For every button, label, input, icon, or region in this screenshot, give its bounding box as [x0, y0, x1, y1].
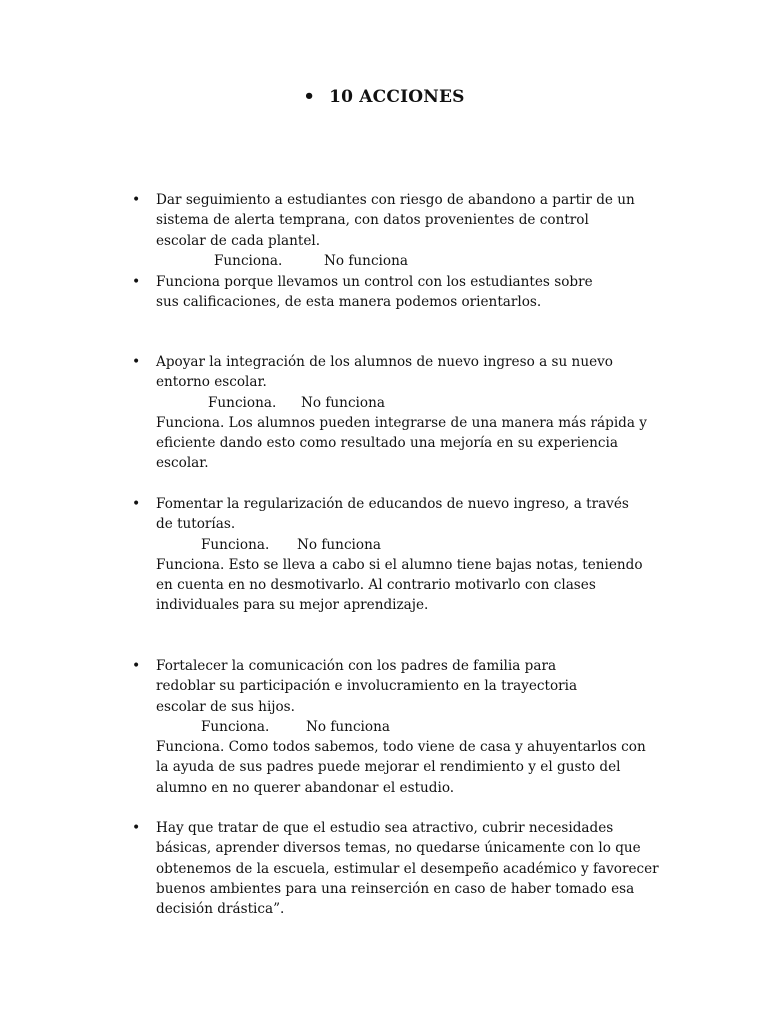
options-row: [156, 717, 676, 737]
item-text: Hay que tratar de que el estudio sea atractivo, cubrir necesidades básicas, aprender diversos temas, no quedarse únicamente con lo que obtenemos de la escuela, estimular el desempeño académico y favorecer buenos ambientes para una reinserción en caso de haber tomado esa decisión drástica”.: [156, 820, 659, 918]
bullet-icon: •: [132, 192, 141, 208]
list-item: [132, 656, 676, 798]
option-no-funciona: No funciona: [301, 394, 385, 411]
item-answer: Funciona. Como todos sabemos, todo viene de casa y ahuyentarlos con la ayuda de sus padres puede mejorar el rendimiento y el gusto del alumno en no querer abandonar el estudio.: [156, 739, 646, 796]
list-item: [132, 494, 676, 616]
bullet-icon: •: [132, 354, 141, 370]
item-answer: Funciona. Esto se lleva a cabo si el alumno tiene bajas notas, teniendo en cuenta en no desmotivarlo. Al contrario motivarlo con clases individuales para su mejor aprendizaje.: [156, 556, 643, 614]
list-item: [132, 190, 676, 271]
option-funciona: Funciona.: [201, 536, 270, 553]
option-funciona: Funciona.: [208, 394, 277, 411]
options-row: [156, 535, 676, 555]
bullet-icon: •: [132, 274, 141, 290]
option-no-funciona: No funciona: [306, 718, 390, 735]
title-text: 10 ACCIONES: [329, 87, 465, 107]
item-text: Fomentar la regularización de educandos de nuevo ingreso, a través de tutorías.: [156, 496, 629, 533]
list-item: [132, 272, 676, 313]
item-answer: Funciona. Los alumnos pueden integrarse de una manera más rápida y eficiente dando esto como resultado una mejoría en su experiencia escolar.: [156, 414, 647, 472]
item-text: Dar seguimiento a estudiantes con riesgo de abandono a partir de un sistema de alerta temprana, con datos provenientes de control escolar de cada plantel.: [156, 192, 635, 249]
bullet-icon: •: [132, 496, 141, 512]
bullet-icon: •: [303, 86, 316, 107]
list-item: [132, 818, 676, 919]
options-row: [156, 393, 676, 413]
option-no-funciona: No funciona: [324, 252, 408, 269]
option-funciona: Funciona.: [201, 718, 270, 735]
option-funciona: Funciona.: [214, 252, 283, 269]
bullet-icon: •: [132, 658, 141, 674]
page-title: [0, 86, 768, 107]
item-text: Funciona porque llevamos un control con los estudiantes sobre sus calificaciones, de esta manera podemos orientarlos.: [156, 274, 593, 311]
item-text: Apoyar la integración de los alumnos de nuevo ingreso a su nuevo entorno escolar.: [156, 354, 613, 391]
bullet-icon: •: [132, 820, 141, 836]
list-item: [132, 352, 676, 474]
options-row: [156, 251, 676, 271]
item-text: Fortalecer la comunicación con los padres de familia para redoblar su participación e involucramiento en la trayectoria escolar de sus hijos.: [156, 658, 578, 715]
option-no-funciona: No funciona: [297, 536, 381, 553]
